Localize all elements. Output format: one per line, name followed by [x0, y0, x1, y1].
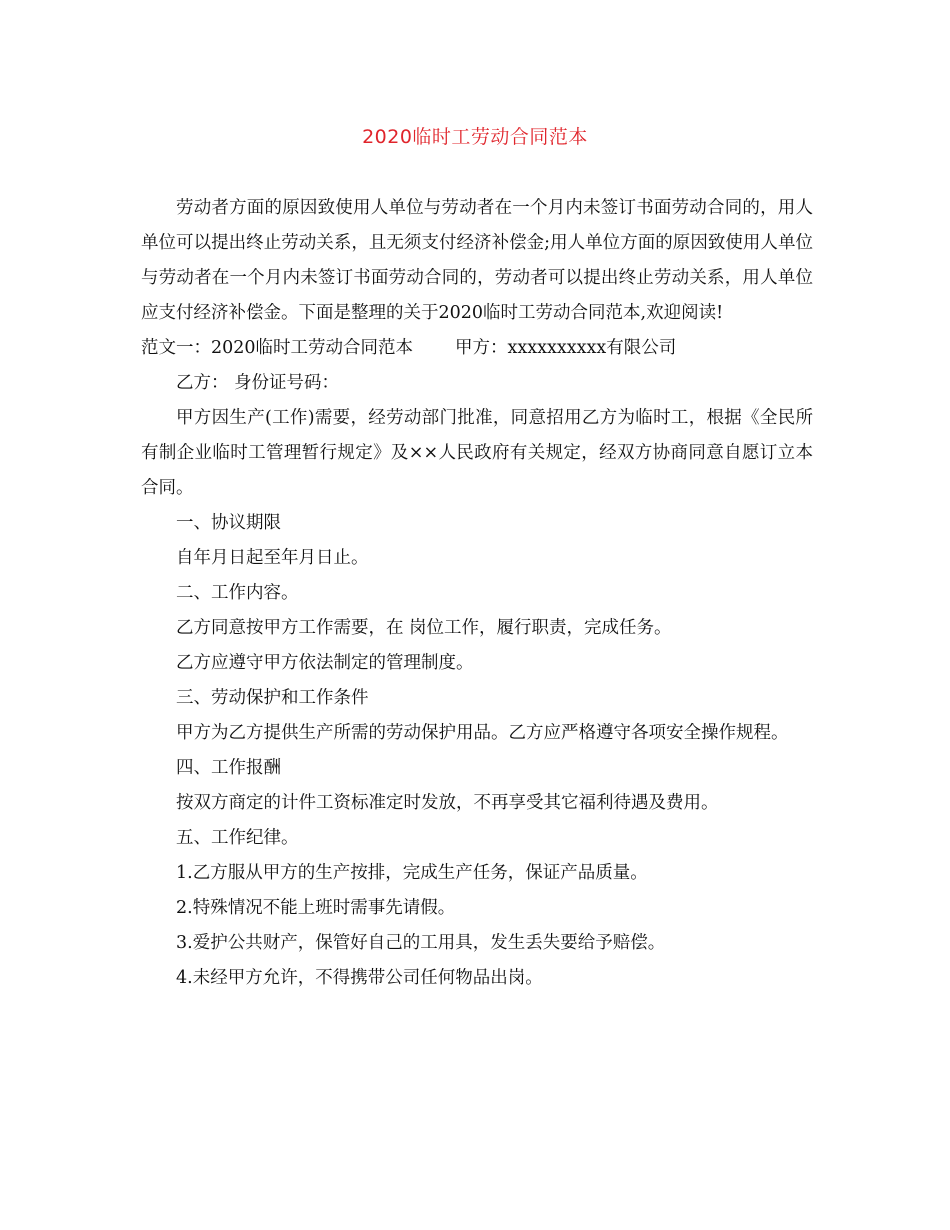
- section-5-item-1: 1.乙方服从甲方的生产按排，完成生产任务，保证产品质量。: [176, 863, 648, 883]
- section-5-item-3: 3.爱护公共财产，保管好自己的工用具，发生丢失要给予赔偿。: [176, 933, 666, 953]
- intro-paragraph: 劳动者方面的原因致使用人单位与劳动者在一个月内未签订书面劳动合同的，用人单位可以提出终止劳动关系，且无须支付经济补偿金;用人单位方面的原因致使用人单位与劳动者在一个月内未签订书面劳动合同的，劳动者可以提出终止劳动关系，用人单位应支付经济补偿金。下面是整理的关于2020临时工劳动合同范本,欢迎阅读!: [141, 198, 813, 323]
- section-1-heading: 一、协议期限: [176, 513, 281, 533]
- document-body: [141, 191, 813, 996]
- section-2-text-1: 乙方同意按甲方工作需要，在 岗位工作，履行职责，完成任务。: [176, 618, 672, 638]
- preamble-paragraph: 甲方因生产(工作)需要，经劳动部门批准，同意招用乙方为临时工，根据《全民所有制企业临时工管理暂行规定》及××人民政府有关规定，经双方协商同意自愿订立本合同。: [141, 408, 813, 498]
- section-3-text: 甲方为乙方提供生产所需的劳动保护用品。乙方应严格遵守各项安全操作规程。: [176, 723, 789, 743]
- section-2-heading: 二、工作内容。: [176, 583, 299, 603]
- section-1-text: 自年月日起至年月日止。: [176, 548, 369, 568]
- section-4-text: 按双方商定的计件工资标准定时发放，不再享受其它福利待遇及费用。: [176, 793, 719, 813]
- section-5-item-4: 4.未经甲方允许，不得携带公司任何物品出岗。: [176, 968, 543, 988]
- section-4-heading: 四、工作报酬: [176, 758, 281, 778]
- section-5-item-2: 2.特殊情况不能上班时需事先请假。: [176, 898, 456, 918]
- sample-heading-line: [141, 331, 813, 366]
- document-title: 2020临时工劳动合同范本: [362, 126, 588, 148]
- party-b: 乙方： 身份证号码：: [176, 373, 340, 393]
- section-5-heading: 五、工作纪律。: [176, 828, 299, 848]
- sample-heading: 范文一：2020临时工劳动合同范本: [141, 338, 414, 358]
- section-3-heading: 三、劳动保护和工作条件: [176, 688, 369, 708]
- section-2-text-2: 乙方应遵守甲方依法制定的管理制度。: [176, 653, 474, 673]
- party-a: 甲方：xxxxxxxxxx有限公司: [455, 338, 677, 358]
